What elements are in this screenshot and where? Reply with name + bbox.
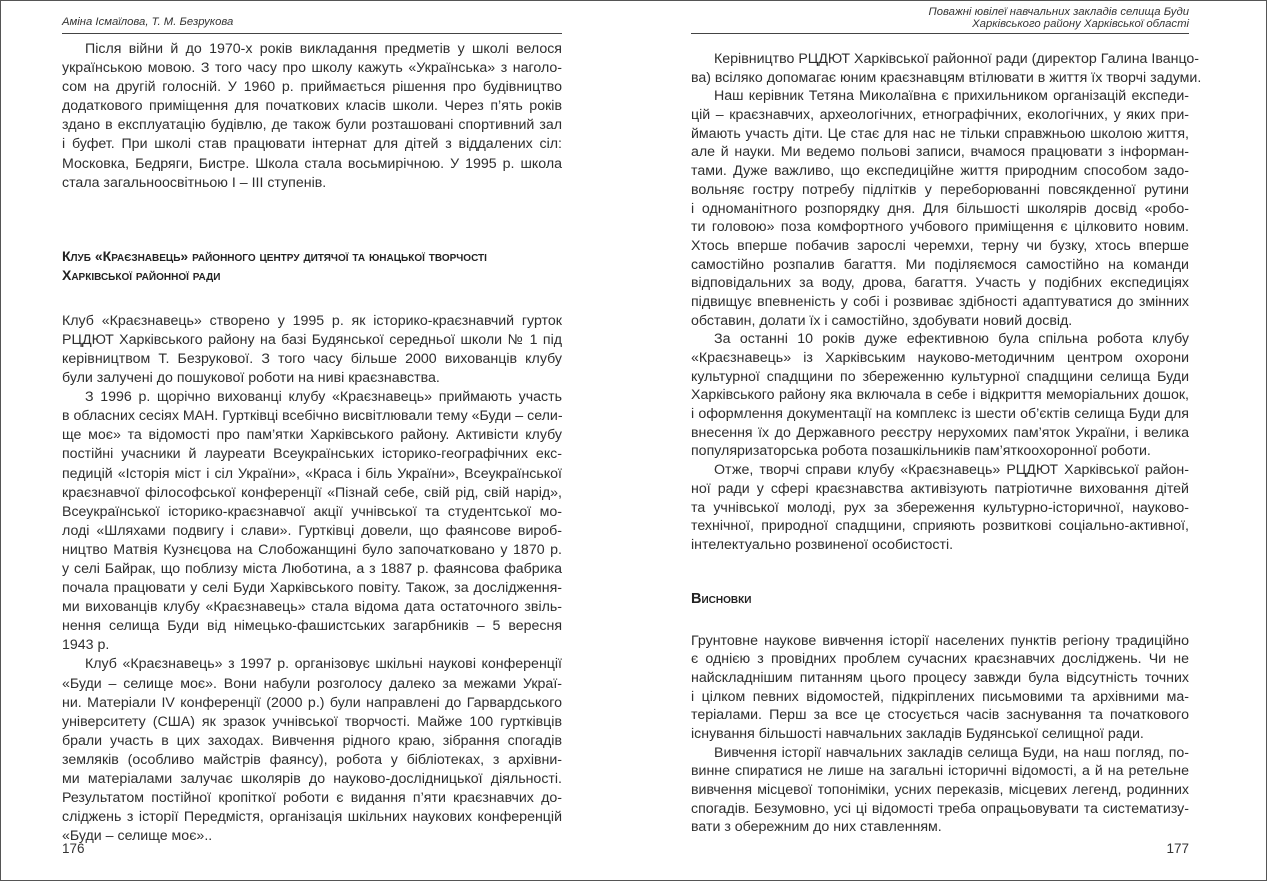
text-line: українською мовою. З того часу про школу кажуть «Українська» з наголо- (62, 60, 562, 77)
heading-line: Клуб «Краєзнавець» районного центру дитячої та юнацької творчості (62, 247, 487, 264)
text-line: вивчення місцевої топоніміки, усних переказів, місцевих легенд, родинних (691, 782, 1189, 799)
text-line: «Буди – селище моє». Вони набули розголосу далеко за межами Украї- (62, 675, 562, 692)
text-line: РЦДЮТ Харківського району на базі Будянської середньої школи № 1 під (62, 331, 562, 348)
text-line: обставин, долати їх і самостійно, здобувати новий досвід. (691, 312, 1073, 329)
text-line: лоді «Шляхами подвигу і слави». Гуртківці довели, що фаянсове вироб- (62, 522, 562, 539)
text-line: Харківського району яка включала в себе і відкриття меморіальних дошок, (691, 387, 1189, 404)
text-line: додаткового приміщення для початкових класів школи. Через п’ять років (62, 98, 562, 115)
text-line: 1943 р. (62, 637, 110, 654)
page-number: 176 (62, 841, 85, 856)
text-line: цій – краєзнавчих, археологічних, етнографічних, екологічних, у яких при- (691, 107, 1189, 124)
text-line: але й науки. Ми ведемо польові записи, вчамося працювати з інформан- (691, 144, 1189, 161)
text-line: педицій «Історія міст і сіл України», «Краса і біль України», Всеукраїнської (62, 465, 562, 482)
text-line: були залучені до пошукової роботи на ниві краєзнавства. (62, 370, 440, 387)
text-line: тами. Дуже важливо, що експедиційне життя природним способом задо- (691, 163, 1189, 180)
text-line: популяризаторська робота позашкільників пам’яткоохоронної роботи. (691, 443, 1151, 460)
text-line: вати з обережним до них ставленням. (691, 819, 942, 836)
text-line: ще моє» та відомості про пам’ятки Харківського району. Активісти клубу (62, 427, 562, 444)
text-line: ни. Матеріали IV конференції (2000 р.) були направлені до Гарвардського (62, 694, 562, 711)
running-head-line: Поважні ювілеї навчальних закладів селища Буди (928, 6, 1189, 18)
heading-line: Харківської районної ради (62, 267, 221, 284)
text-line: краєзнавчої філософської конференції «Пізнай себе, свій рід, свій нарід», (62, 484, 562, 501)
text-line: сом на другій голосній. У 1960 р. приймається рішення про будівництво (62, 79, 562, 96)
text-line: Отже, творчі справи клубу «Краєзнавець» РЦДЮТ Харківської район- (714, 462, 1189, 479)
paragraph-club-founding (62, 312, 562, 388)
paragraph-conclusions-2 (691, 744, 1189, 837)
text-line: ної ради у сфері краєзнавства активізують патріотичне виховання дітей (691, 480, 1189, 497)
text-line: Всеукраїнської історико-краєзнавчої акції учнівської та студентської мо- (62, 503, 562, 520)
text-line: ймають участь діти. Це стає для нас не тільки справжньою школою життя, (691, 125, 1189, 142)
text-line: і буфет. При школі став працювати інтернат для дітей з віддалених сіл: (62, 136, 562, 153)
paragraph-school-history (62, 40, 562, 193)
right-column (691, 50, 1202, 837)
running-head-line: Харківського району Харківської області (972, 17, 1189, 30)
text-line: є однією з провідних проблем сучасних краєзнавчих досліджень. Чи не (691, 651, 1189, 668)
text-line: здано в експлуатацію будівлю, де також були розташовані спортивний зал (62, 117, 562, 134)
text-line: брали участь в цих заходах. Вивчення рідного краю, зібрання спогадів (62, 732, 562, 749)
text-line: Керівництво РЦДЮТ Харківської районної ради (директор Галина Іванцо- (714, 51, 1200, 67)
left-column (62, 40, 562, 846)
text-line: керівництвом Т. Безрукової. З того часу більше 2000 вихованців клубу (62, 350, 562, 367)
paragraph-club-conferences (62, 655, 562, 846)
text-line: ми матеріалами залучає школярів до науково-дослідницької діяльності. (62, 771, 562, 787)
text-line: За останні 10 років дуже ефективною була спільна робота клубу (714, 331, 1189, 348)
text-line: і цілком певних відомостей, підкріплених письмовими та архівними ма- (691, 688, 1189, 705)
text-line: земляків (особливо майстрів фаянсу), робота у бібліотеках, з архівни- (62, 751, 562, 768)
text-line: культурної спадщини по збереженню культурної спадщини селища Буди (691, 368, 1189, 385)
text-line: внесення їх до Державного реєстру нерухомих пам’яток України, і велика (691, 424, 1189, 441)
text-line: почала працювати у селі Буди Харківського повіту. Також, за дослідження- (62, 580, 562, 597)
paragraph-expeditions (691, 87, 1189, 330)
section-heading-club (62, 247, 562, 286)
text-line: Після війни й до 1970-х років викладання предметів у школі велося (85, 41, 562, 57)
text-line: в обласних сесіях МАН. Гуртківці всебічно висвітлювали тему «Буди – сели- (62, 408, 563, 425)
text-line: ництво Матвія Кузнєцова на Слобожанщині було започатковано у 1870 р. (62, 541, 562, 558)
text-line: стала загальноосвітньою І – ІІІ ступенів. (62, 174, 327, 191)
text-line: «Краєзнавець» із Харківським науково-методичним центром охорони (691, 350, 1189, 366)
text-line: постійні учасники й лауреати Всеукраїнських історико-географічних екс- (62, 446, 562, 463)
text-line: Грунтовне наукове вивчення історії населених пунктів регіону традиційно (691, 632, 1189, 649)
text-line: Хтось вперше побачив зарослі черемхи, терну чи бузку, хтось вперше (691, 237, 1189, 254)
text-line: ва) всіляко допомагає юним краєзнавцям втілювати в життя їх творчі задуми. (691, 69, 1202, 86)
text-line: спогадів. Безумовно, усі ці відомості треба опрацьовувати та систематизу- (691, 800, 1189, 817)
text-line: самостійно розпалив багаття. Ми поділяємося самостійно на команди (691, 256, 1189, 273)
text-line: вольняє гостру потребу підлітків у переборюванні повсякденної рутини (691, 181, 1189, 198)
text-line: Вивчення історії навчальних закладів селища Буди, на наш погляд, по- (714, 744, 1189, 761)
running-head-authors: Аміна Ісмаїлова, Т. М. Безрукова (62, 0, 562, 34)
text-line: сліджень з історії Передмістя, організація шкільних наукових конференцій (62, 809, 562, 826)
page-number: 177 (1166, 841, 1189, 856)
text-line: інтелектуально розвиненої особистості. (691, 536, 954, 553)
text-line: і одноманітного розпорядку дня. Для більшості школярів досвід «робо- (691, 200, 1189, 217)
text-line: існування більшості навчальних закладів Будянської селищної ради. (691, 726, 1144, 742)
text-line: ми вихованців клубу «Краєзнавець» стала відома дата остаточного звіль- (62, 599, 562, 616)
text-line: підвищує впевненість у собі і розвиває здібності адаптуватися до змінних (691, 293, 1189, 310)
paragraph-conclusions-1 (691, 632, 1189, 744)
text-line: у селі Байрак, що поблизу міста Люботина, а з 1887 р. фаянсова фабрика (62, 560, 562, 577)
text-line: теріалами. Перш за все це стосується часів заснування та початкового (691, 707, 1189, 724)
text-line: Результатом постійної кропіткої роботи є видання п’яти краєзнавчих до- (62, 790, 562, 807)
text-line: Московка, Бедряги, Бистре. Школа стала восьмирічною. У 1995 р. школа (62, 155, 562, 172)
text-line: відповідальних за воду, дрова, багаття. Участь у подібних експедиціях (691, 275, 1189, 292)
paragraph-leadership (691, 50, 1202, 87)
text-line: технічної, природної спадщини, сприяють розвиткові соціально-активної, (691, 518, 1189, 535)
paragraph-summary (691, 461, 1189, 554)
text-line: Клуб «Краєзнавець» створено у 1995 р. як історико-краєзнавчий гурток (62, 312, 562, 329)
running-head-title (691, 0, 1189, 34)
text-line: і оформлення документації на комплекс із шести об’єктів селища Буди для (691, 406, 1189, 423)
text-line: З 1996 р. щорічно вихованці клубу «Краєзнавець» приймають участь (85, 389, 562, 406)
text-line: Наш керівник Тетяна Миколаївна є прихильником організацій експеди- (714, 88, 1189, 105)
text-line: Клуб «Краєзнавець» з 1997 р. організовує шкільні наукові конференції (85, 656, 562, 673)
text-line: «Буди – селище моє».. (62, 828, 213, 845)
text-line: університету (США) як зразок учнівської творчості. Майже 100 гуртківців (62, 713, 562, 730)
section-heading-conclusions: Висновки (691, 590, 752, 607)
paragraph-cooperation (691, 330, 1189, 461)
text-line: ти головою» поза комфортного учбового приміщення є цілковито новим. (691, 219, 1189, 236)
text-line: нення селища Буди від німецько-фашистських загарбників – 5 вересня (62, 618, 562, 635)
text-line: та учнівської молоді, рух за збереження культурно-історичної, науково- (691, 499, 1189, 516)
text-line: винне спиратися не лише на загальні історичні відомості, а й на ретельне (691, 763, 1189, 780)
paragraph-club-activities (62, 388, 562, 655)
text-line: найскладнішим питанням цього процесу завжди була відсутність точних (691, 669, 1189, 686)
